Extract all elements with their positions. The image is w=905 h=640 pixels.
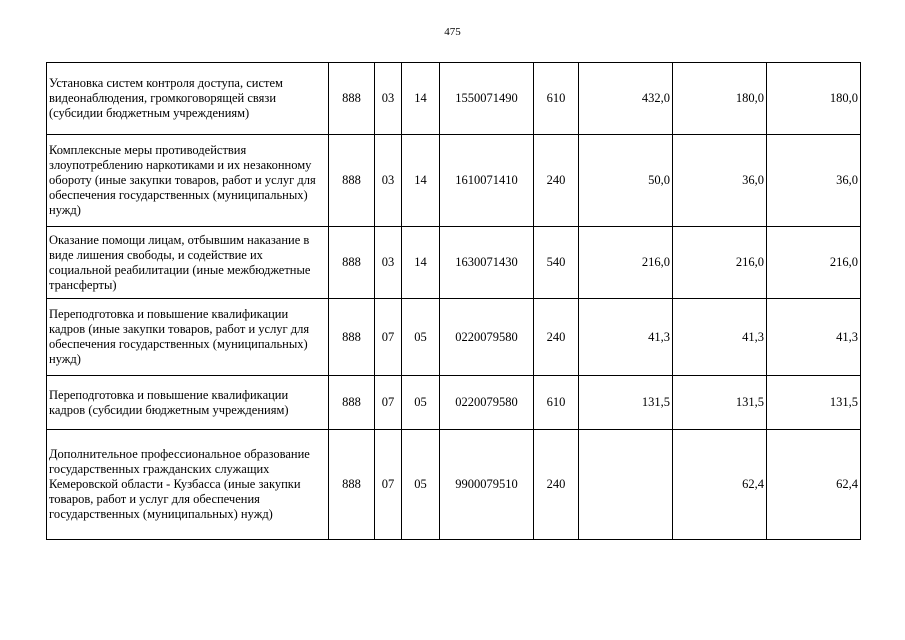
subsection-code: 05 <box>402 376 440 430</box>
ministry-code: 888 <box>329 430 375 540</box>
amount-3: 41,3 <box>767 299 861 376</box>
row-description: Переподготовка и повышение квалификации кадров (иные закупки товаров, работ и услуг для обеспечения государственных (муниципальных) нужд) <box>47 299 329 376</box>
expense-type-code: 240 <box>534 430 579 540</box>
amount-2: 180,0 <box>673 63 767 135</box>
ministry-code: 888 <box>329 135 375 227</box>
expense-type-code: 610 <box>534 63 579 135</box>
amount-1: 131,5 <box>579 376 673 430</box>
ministry-code: 888 <box>329 227 375 299</box>
target-code: 1610071410 <box>440 135 534 227</box>
amount-3: 180,0 <box>767 63 861 135</box>
target-code: 0220079580 <box>440 376 534 430</box>
target-code: 9900079510 <box>440 430 534 540</box>
table-row <box>47 376 861 430</box>
expense-type-code: 540 <box>534 227 579 299</box>
table-row <box>47 135 861 227</box>
section-code: 03 <box>375 135 402 227</box>
section-code: 07 <box>375 299 402 376</box>
amount-1: 216,0 <box>579 227 673 299</box>
amount-1: 50,0 <box>579 135 673 227</box>
row-description: Установка систем контроля доступа, систем видеонаблюдения, громкоговорящей связи (субсидии бюджетным учреждениям) <box>47 63 329 135</box>
amount-2: 131,5 <box>673 376 767 430</box>
ministry-code: 888 <box>329 376 375 430</box>
section-code: 03 <box>375 63 402 135</box>
section-code: 07 <box>375 430 402 540</box>
amount-1 <box>579 430 673 540</box>
amount-3: 131,5 <box>767 376 861 430</box>
section-code: 03 <box>375 227 402 299</box>
row-description: Дополнительное профессиональное образование государственных гражданских служащих Кемеровской области - Кузбасса (иные закупки товаров, работ и услуг для обеспечения государственных (муниципальных) нужд) <box>47 430 329 540</box>
expense-type-code: 240 <box>534 299 579 376</box>
amount-2: 41,3 <box>673 299 767 376</box>
section-code: 07 <box>375 376 402 430</box>
table-row <box>47 430 861 540</box>
ministry-code: 888 <box>329 63 375 135</box>
amount-1: 432,0 <box>579 63 673 135</box>
amount-2: 36,0 <box>673 135 767 227</box>
target-code: 1550071490 <box>440 63 534 135</box>
amount-3: 62,4 <box>767 430 861 540</box>
subsection-code: 14 <box>402 227 440 299</box>
row-description: Комплексные меры противодействия злоупотреблению наркотиками и их незаконному обороту (иные закупки товаров, работ и услуг для обеспечения государственных (муниципальных) нужд) <box>47 135 329 227</box>
budget-table <box>46 62 861 540</box>
amount-2: 216,0 <box>673 227 767 299</box>
page-number: 475 <box>444 26 461 38</box>
row-description: Оказание помощи лицам, отбывшим наказание в виде лишения свободы, и содействие их социальной реабилитации (иные межбюджетные трансферты) <box>47 227 329 299</box>
amount-3: 216,0 <box>767 227 861 299</box>
table-row <box>47 227 861 299</box>
expense-type-code: 240 <box>534 135 579 227</box>
subsection-code: 14 <box>402 63 440 135</box>
subsection-code: 05 <box>402 299 440 376</box>
amount-1: 41,3 <box>579 299 673 376</box>
table-row <box>47 299 861 376</box>
expense-type-code: 610 <box>534 376 579 430</box>
ministry-code: 888 <box>329 299 375 376</box>
target-code: 0220079580 <box>440 299 534 376</box>
target-code: 1630071430 <box>440 227 534 299</box>
subsection-code: 14 <box>402 135 440 227</box>
subsection-code: 05 <box>402 430 440 540</box>
table-row <box>47 63 861 135</box>
amount-3: 36,0 <box>767 135 861 227</box>
row-description: Переподготовка и повышение квалификации кадров (субсидии бюджетным учреждениям) <box>47 376 329 430</box>
amount-2: 62,4 <box>673 430 767 540</box>
